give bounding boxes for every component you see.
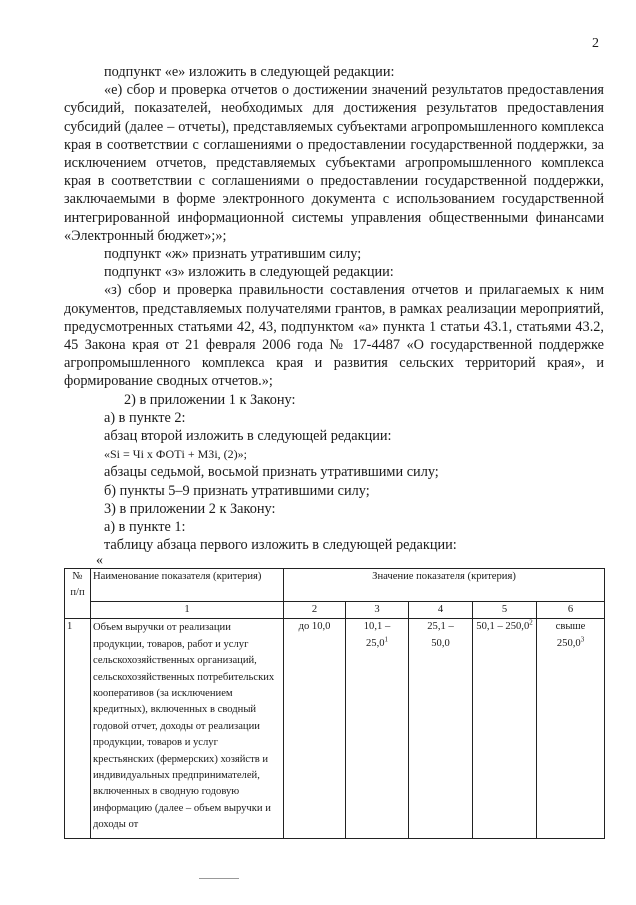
column-number: 1	[91, 602, 284, 619]
column-number: 6	[537, 602, 605, 619]
paragraph: подпункт «е» изложить в следующей редакции:	[104, 64, 395, 80]
paragraph: абзац второй изложить в следующей редакции:	[104, 428, 392, 445]
value-2: до 10,0	[298, 621, 331, 633]
table-header-row	[65, 569, 605, 602]
page-footer-mark	[199, 878, 239, 879]
column-number: 4	[409, 602, 473, 619]
value-cell-3	[346, 619, 409, 839]
paragraph: таблицу абзаца первого изложить в следующей редакции:	[104, 537, 457, 554]
value-4-line2: 50,0	[431, 637, 450, 649]
value-cell-5	[473, 619, 537, 839]
paragraph: 2) в приложении 1 к Закону:	[124, 391, 296, 408]
paragraph: «з) сбор и проверка правильности составления отчетов и прилагаемых к ним документов, представляемых получателями грантов, в рамках реализации мероприятий, предусмотренных статьями 42, 43, подпунктом «а» пункта 1 статьи 43.1, статьями 43.2, 45 Закона края от 21 февраля 2006 года № 17-4487 «О государственной поддержке агропромышленного комплекса края и развития сельских территорий края», и формирование сводных отчетов.»;	[64, 282, 604, 390]
header-number: № п/п	[65, 569, 91, 619]
header-indicator-name: Наименование показателя (критерия)	[91, 569, 284, 602]
paragraph: 3) в приложении 2 к Закону:	[104, 500, 276, 517]
page-number: 2	[592, 36, 599, 51]
value-3-line1: 10,1 –	[363, 621, 391, 633]
footnote-mark: 2	[529, 618, 533, 627]
formula-paragraph: «Si = Чi х ФОТi + МЗi, (2)»;	[104, 447, 247, 462]
document-body	[64, 63, 604, 554]
footnote-mark: 3	[580, 635, 585, 644]
paragraph: а) в пункте 1:	[104, 519, 186, 536]
value-cell-4	[409, 619, 473, 839]
paragraph: подпункт «ж» признать утратившим силу;	[104, 246, 362, 263]
column-number: 2	[284, 602, 346, 619]
paragraph: «е) сбор и проверка отчетов о достижении значений результатов предоставления субсидий, показателей, необходимых для достижения результатов предоставления субсидий (далее – отчеты), представляемых субъектами агропромышленного комплекса края в соответствии с соглашениями о предоставлении государственной поддержки, за исключением отчетов, представляемых субъектами агропромышленного комплекса края в соответствии с соглашениями о предоставлении государственной поддержки, заключаемыми в форме электронного документа с использованием государственной интегрированной информационной системы управления общественными финансами «Электронный бюджет»;»;	[64, 82, 604, 244]
opening-quote: «	[96, 553, 103, 568]
value-4-line1: 25,1 –	[427, 621, 454, 633]
paragraph: абзацы седьмой, восьмой признать утратившими силу;	[104, 464, 439, 481]
paragraph: а) в пункте 2:	[104, 409, 186, 426]
column-number: 3	[346, 602, 409, 619]
value-cell-6	[537, 619, 605, 839]
value-cell-2	[284, 619, 346, 839]
value-6-line2: 250,0	[556, 637, 581, 649]
header-indicator-value: Значение показателя (критерия)	[284, 569, 605, 602]
value-5: 50,1 – 250,0	[476, 621, 530, 633]
column-number: 5	[473, 602, 537, 619]
table-row	[65, 619, 605, 839]
value-3-line2: 25,0	[365, 637, 385, 649]
paragraph: б) пункты 5–9 признать утратившими силу;	[104, 482, 370, 499]
row-indicator-name: Объем выручки от реализации продукции, товаров, работ и услуг сельскохозяйственных организаций, сельскохозяйственных потребительских кооперативов (за исключением кредитных), включенных в сводный годовой отчет, доходы от реализации продукции, товаров и услуг крестьянских (фермерских) хозяйств и индивидуальных предпринимателей, включенных в сводную годовую информацию (далее – объем выручки и доходы от	[91, 619, 284, 839]
row-number: 1	[65, 619, 91, 839]
footnote-mark: 1	[384, 635, 389, 644]
criteria-table	[64, 568, 605, 839]
paragraph: подпункт «з» изложить в следующей редакции:	[104, 264, 394, 281]
value-6-line1: свыше	[555, 621, 586, 633]
table-column-numbers-row	[65, 602, 605, 619]
